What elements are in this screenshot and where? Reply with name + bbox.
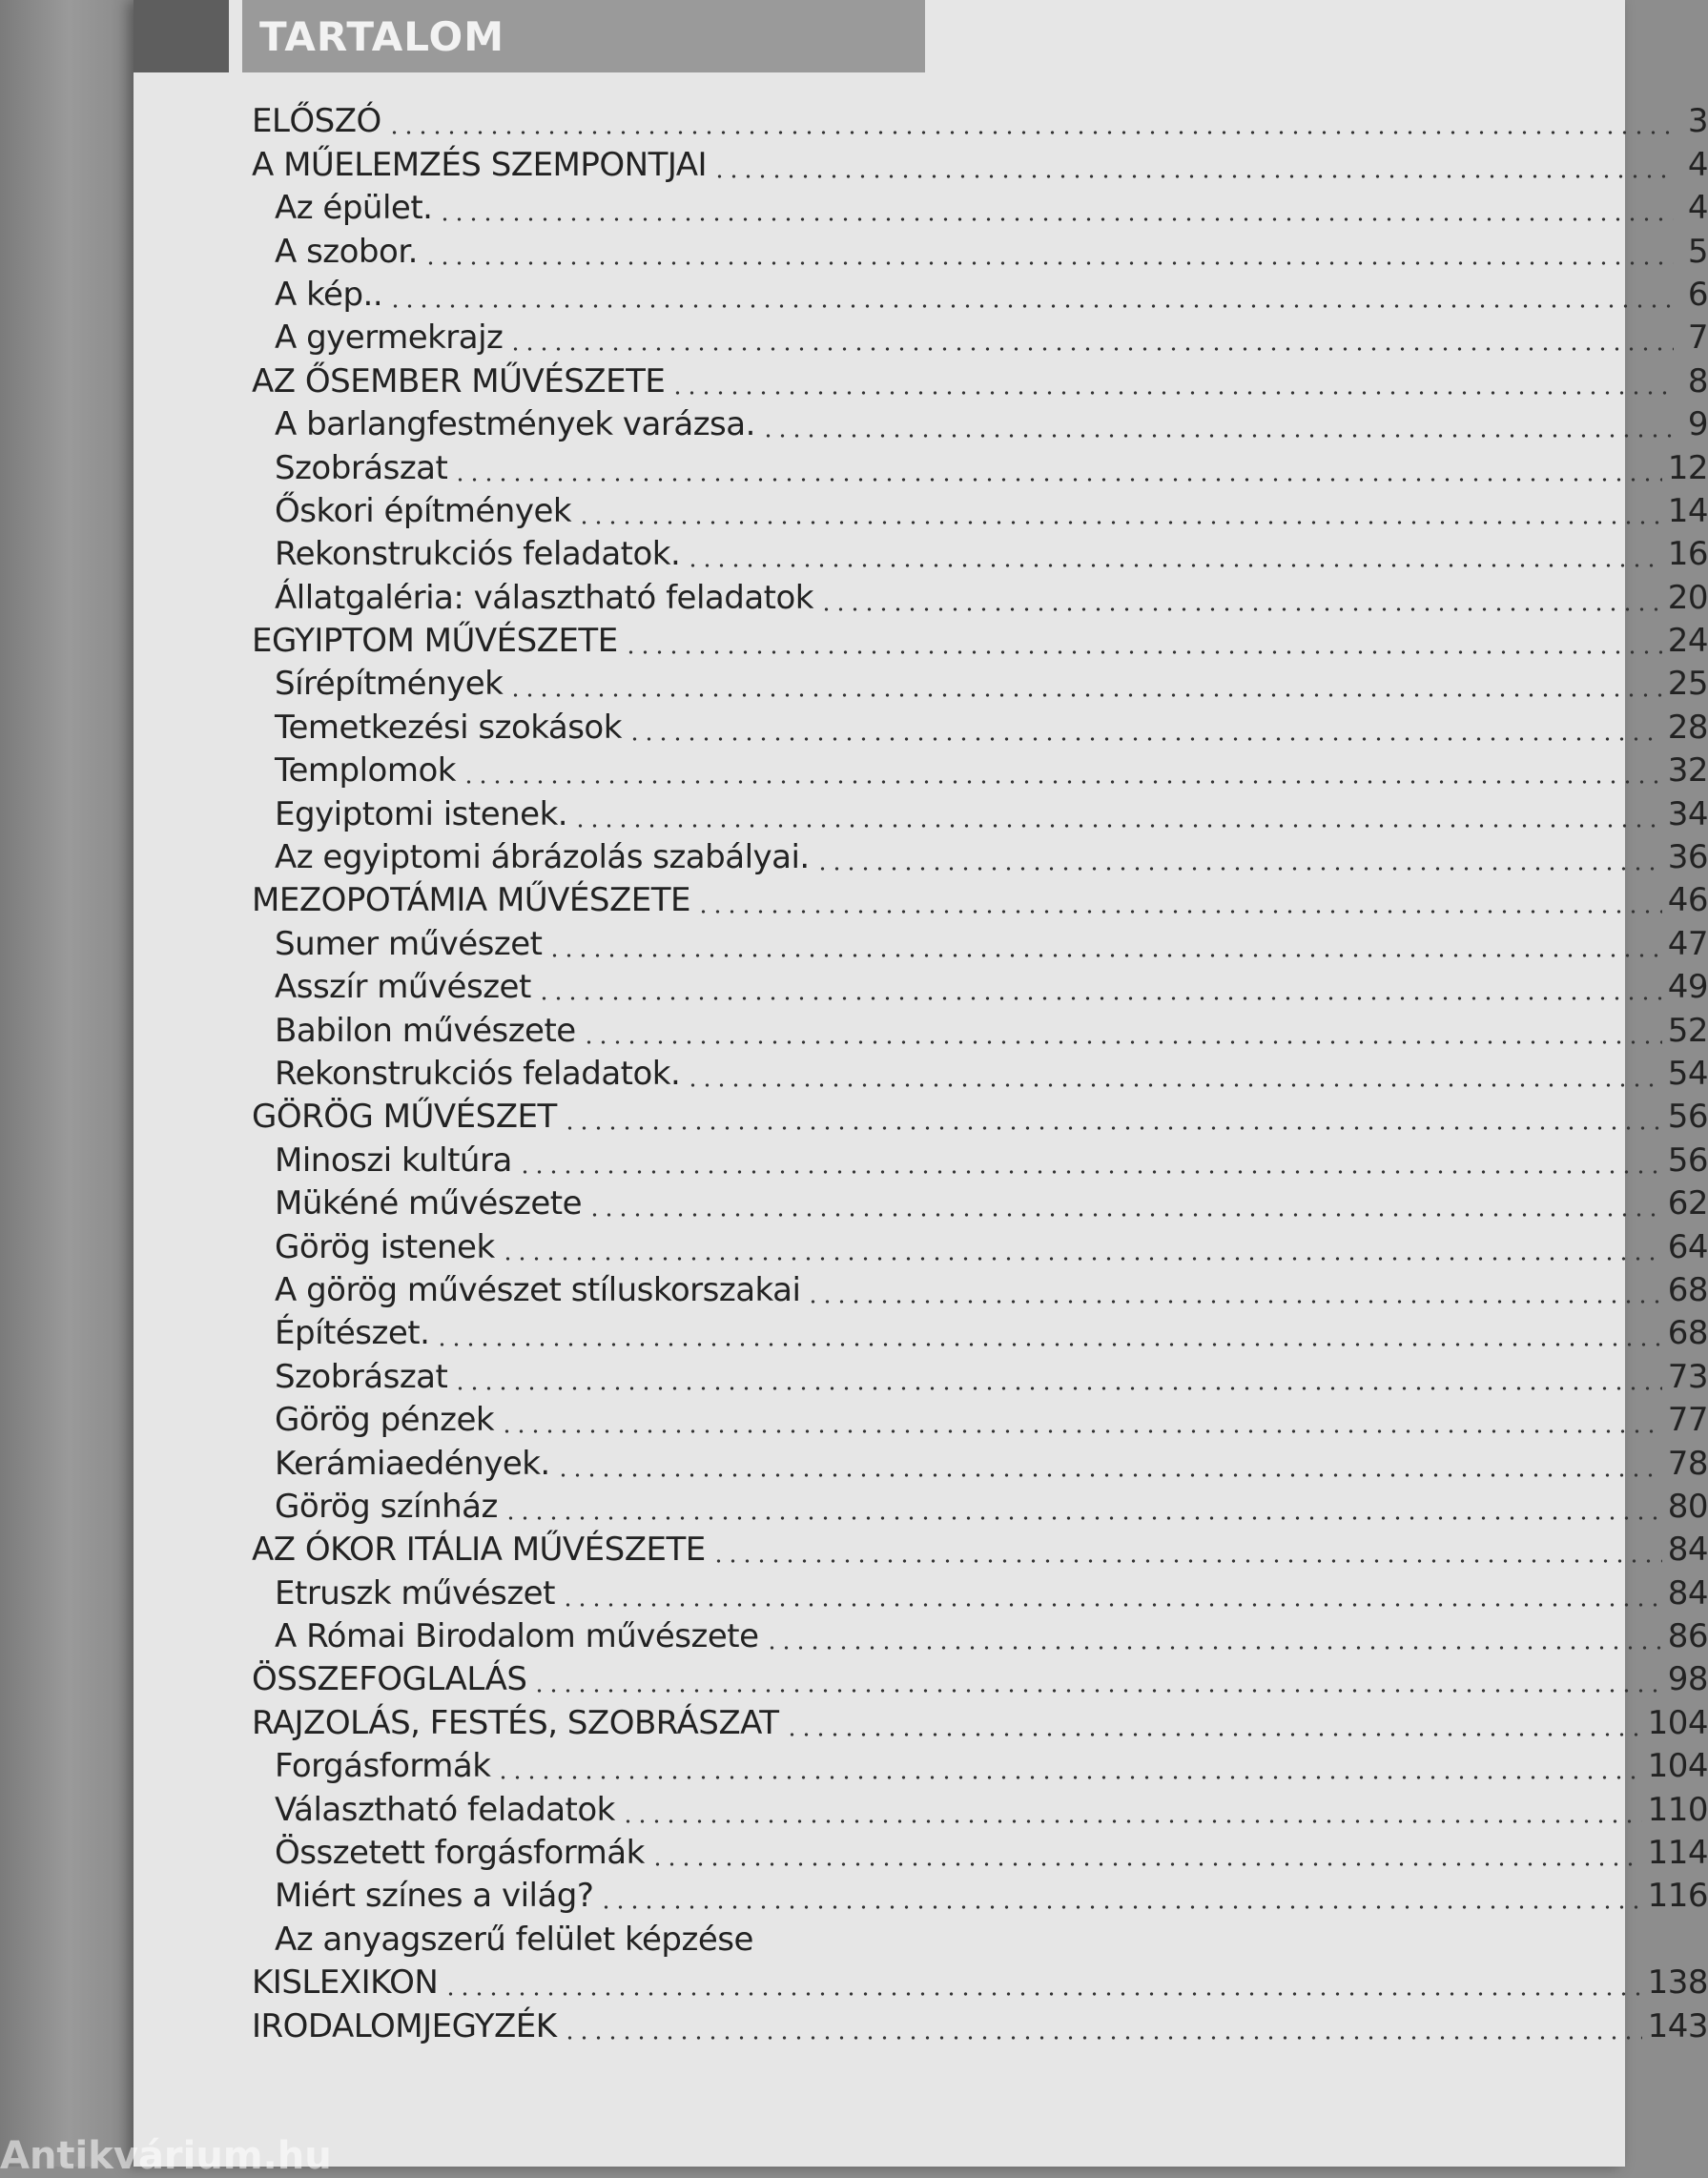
toc-entry-title: A Római Birodalom művészete — [275, 1617, 759, 1656]
toc-entry — [252, 1315, 1708, 1358]
toc-entry — [252, 623, 1708, 666]
toc-entry — [252, 1012, 1708, 1055]
toc-entry-title: Rekonstrukciós feladatok. — [275, 1054, 681, 1093]
toc-entry-page-number: 8 — [1687, 361, 1708, 401]
toc-entry-page-number: 28 — [1667, 708, 1708, 747]
dot-leader — [696, 910, 1662, 914]
toc-entry-page-number: 14 — [1667, 491, 1708, 530]
toc-entry-title: GÖRÖG MŰVÉSZET — [252, 1098, 557, 1137]
toc-entry-page-number: 68 — [1667, 1270, 1708, 1309]
book-page — [134, 0, 1708, 2167]
dot-leader — [532, 1689, 1661, 1693]
toc-entry-title: ELŐSZÓ — [252, 102, 381, 141]
toc-entry-title: Kerámiaedények. — [275, 1444, 550, 1483]
toc-entry-title: RAJZOLÁS, FESTÉS, SZOBRÁSZAT — [252, 1703, 779, 1742]
dot-leader — [686, 564, 1661, 567]
toc-entry-title: Szobrászat — [275, 1357, 448, 1396]
toc-entry — [252, 536, 1708, 579]
dot-leader — [496, 1776, 1641, 1779]
dot-leader — [500, 1429, 1662, 1433]
toc-entry-title: Etruszk művészet — [275, 1573, 555, 1613]
toc-entry-page-number: 32 — [1667, 751, 1708, 791]
toc-entry-page-number: 138 — [1647, 1963, 1708, 2003]
toc-entry-page-number: 12 — [1667, 448, 1708, 487]
toc-entry-title: Templomok — [275, 751, 456, 791]
desk-background — [0, 0, 153, 2167]
toc-entry — [252, 969, 1708, 1012]
toc-entry-title: Egyiptomi istenek. — [275, 794, 568, 833]
toc-entry-page-number: 110 — [1647, 1790, 1708, 1829]
toc-entry-page-number: 24 — [1667, 622, 1708, 661]
toc-entry-page-number: 68 — [1667, 1314, 1708, 1353]
toc-entry — [252, 1704, 1708, 1747]
toc-entry — [252, 1489, 1708, 1531]
toc-entry — [252, 1402, 1708, 1445]
toc-entry-title: AZ ÓKOR ITÁLIA MŰVÉSZETE — [252, 1531, 706, 1570]
toc-entry-title: Görög istenek — [275, 1227, 495, 1266]
toc-entry-title: Sumer művészet — [275, 924, 543, 963]
toc-entry-page-number: 20 — [1667, 578, 1708, 617]
header-separator — [229, 0, 242, 72]
dot-leader — [587, 1213, 1662, 1217]
toc-entry-page-number: 54 — [1667, 1054, 1708, 1093]
toc-entry-title: A görög művészet stíluskorszakai — [275, 1270, 801, 1309]
toc-entry — [252, 1445, 1708, 1488]
toc-entry — [252, 1531, 1708, 1574]
toc-entry-title: MEZOPOTÁMIA MŰVÉSZETE — [252, 881, 691, 920]
toc-entry-page-number: 104 — [1647, 1747, 1708, 1786]
toc-entry — [252, 103, 1708, 146]
toc-entry — [252, 1661, 1708, 1704]
dot-leader — [387, 131, 1674, 134]
table-of-contents — [252, 103, 1708, 2051]
dot-leader — [501, 1257, 1662, 1261]
toc-entry-title: Babilon művészete — [275, 1011, 576, 1050]
toc-entry — [252, 1618, 1708, 1661]
dot-leader — [582, 1040, 1662, 1044]
dot-leader — [453, 1387, 1661, 1390]
toc-entry-page-number: 47 — [1667, 924, 1708, 963]
toc-entry-title: EGYIPTOM MŰVÉSZETE — [252, 622, 618, 661]
dot-leader — [508, 347, 1674, 351]
toc-entry — [252, 1358, 1708, 1401]
toc-entry-page-number: 3 — [1687, 102, 1708, 141]
dot-leader — [624, 650, 1662, 654]
toc-entry — [252, 839, 1708, 882]
toc-entry-page-number: 5 — [1687, 232, 1708, 271]
toc-entry-page-number: 62 — [1667, 1184, 1708, 1223]
toc-entry — [252, 319, 1708, 362]
dot-leader — [806, 1300, 1661, 1304]
dot-leader — [462, 780, 1662, 784]
toc-entry-title: Minoszi kultúra — [275, 1140, 512, 1180]
toc-entry — [252, 1141, 1708, 1184]
dot-leader — [443, 1992, 1641, 1996]
dot-leader — [435, 1343, 1661, 1346]
page-title: TARTALOM — [259, 13, 505, 60]
toc-entry — [252, 579, 1708, 622]
toc-entry-title: Összetett forgásformák — [275, 1834, 645, 1873]
dot-leader — [537, 997, 1662, 1000]
dot-leader — [423, 261, 1674, 265]
watermark: Antikvárium.hu — [0, 2134, 332, 2178]
toc-entry-title: Állatgaléria: választható feladatok — [275, 578, 813, 617]
toc-entry-title: Forgásformák — [275, 1747, 491, 1786]
toc-entry — [252, 752, 1708, 795]
toc-entry-page-number: 84 — [1667, 1531, 1708, 1570]
dot-leader — [712, 175, 1674, 178]
toc-entry-page-number: 34 — [1667, 794, 1708, 833]
dot-leader — [388, 304, 1674, 308]
toc-entry — [252, 1056, 1708, 1099]
toc-entry-page-number: 77 — [1667, 1401, 1708, 1440]
toc-entry-page-number: 86 — [1667, 1617, 1708, 1656]
dot-leader — [547, 954, 1661, 957]
toc-entry-title: Építészet. — [275, 1314, 430, 1353]
toc-entry — [252, 709, 1708, 751]
dot-leader — [599, 1905, 1641, 1909]
toc-entry-page-number: 25 — [1667, 665, 1708, 704]
toc-entry-page-number: 56 — [1667, 1140, 1708, 1180]
toc-entry — [252, 449, 1708, 492]
dot-leader — [556, 1473, 1662, 1477]
toc-entry-title: A gyermekrajz — [275, 318, 504, 358]
toc-entry — [252, 666, 1708, 709]
toc-entry-title: Az épület. — [275, 189, 433, 228]
toc-entry-page-number: 73 — [1667, 1357, 1708, 1396]
toc-entry-page-number: 46 — [1667, 881, 1708, 920]
toc-entry-title: Görög színház — [275, 1487, 498, 1526]
toc-entry-page-number: 114 — [1647, 1834, 1708, 1873]
toc-entry-title: Miért színes a világ? — [275, 1877, 594, 1916]
toc-entry-page-number: 143 — [1647, 2006, 1708, 2045]
toc-entry-page-number: 80 — [1667, 1487, 1708, 1526]
toc-entry — [252, 1272, 1708, 1315]
toc-entry — [252, 882, 1708, 925]
toc-entry-title: Sírépítmények — [275, 665, 504, 704]
toc-entry — [252, 1878, 1708, 1921]
header-dark-block — [134, 0, 229, 72]
dot-leader — [765, 1646, 1662, 1650]
toc-entry-title: Az anyagszerű felület képzése — [275, 1920, 753, 1959]
dot-leader — [819, 607, 1662, 611]
toc-entry — [252, 1835, 1708, 1878]
toc-entry-page-number: 4 — [1687, 145, 1708, 184]
toc-entry-page-number: 4 — [1687, 189, 1708, 228]
toc-entry-title: Választható feladatok — [275, 1790, 615, 1829]
dot-leader — [577, 521, 1662, 524]
header-band — [134, 0, 925, 72]
toc-entry-title: AZ ŐSEMBER MŰVÉSZETE — [252, 361, 666, 401]
toc-entry-page-number: 7 — [1687, 318, 1708, 358]
dot-leader — [563, 1126, 1662, 1130]
dot-leader — [438, 217, 1674, 221]
toc-entry-page-number: 36 — [1667, 838, 1708, 877]
toc-entry-page-number: 6 — [1687, 275, 1708, 314]
toc-entry — [252, 1099, 1708, 1141]
toc-entry-title: Rekonstrukciós feladatok. — [275, 535, 681, 574]
dot-leader — [621, 1819, 1642, 1823]
toc-entry-page-number: 16 — [1667, 535, 1708, 574]
toc-entry-title: A MŰELEMZÉS SZEMPONTJAI — [252, 145, 708, 184]
toc-entry-title: A kép.. — [275, 275, 383, 314]
toc-entry-page-number: 9 — [1687, 405, 1708, 444]
toc-entry-title: A szobor. — [275, 232, 418, 271]
toc-entry — [252, 1964, 1708, 2007]
dot-leader — [711, 1559, 1662, 1563]
toc-entry — [252, 1748, 1708, 1791]
dot-leader — [670, 391, 1674, 395]
toc-entry-page-number: 84 — [1667, 1573, 1708, 1613]
dot-leader — [628, 737, 1662, 741]
toc-entry-title: IRODALOMJEGYZÉK — [252, 2006, 557, 2045]
toc-entry-title: A barlangfestmények varázsa. — [275, 405, 755, 444]
dot-leader — [815, 867, 1662, 871]
toc-entry-page-number: 98 — [1667, 1660, 1708, 1699]
toc-entry-page-number: 64 — [1667, 1227, 1708, 1266]
dot-leader — [518, 1170, 1662, 1174]
dot-leader — [561, 1603, 1662, 1607]
toc-entry — [252, 406, 1708, 449]
toc-entry-title: KISLEXIKON — [252, 1963, 439, 2003]
toc-entry — [252, 1574, 1708, 1617]
toc-entry-title: Asszír művészet — [275, 968, 531, 1007]
toc-entry-title: Az egyiptomi ábrázolás szabályai. — [275, 838, 810, 877]
toc-entry-page-number: 52 — [1667, 1011, 1708, 1050]
toc-entry-title: Őskori építmények — [275, 491, 572, 530]
toc-entry-title: Görög pénzek — [275, 1401, 495, 1440]
dot-leader — [563, 2036, 1642, 2040]
toc-entry — [252, 925, 1708, 968]
dot-leader — [573, 824, 1662, 828]
toc-entry-page-number: 116 — [1647, 1877, 1708, 1916]
toc-entry — [252, 190, 1708, 233]
toc-entry — [252, 493, 1708, 536]
toc-entry — [252, 1921, 1708, 1963]
toc-entry — [252, 2007, 1708, 2050]
dot-leader — [686, 1083, 1661, 1087]
toc-entry-title: Temetkezési szokások — [275, 708, 622, 747]
toc-entry-page-number: 78 — [1667, 1444, 1708, 1483]
toc-entry-title: Szobrászat — [275, 448, 448, 487]
dot-leader — [453, 478, 1661, 482]
toc-entry — [252, 146, 1708, 189]
toc-entry-title: ÖSSZEFOGLALÁS — [252, 1660, 527, 1699]
toc-entry — [252, 1791, 1708, 1834]
toc-entry-page-number: 49 — [1667, 968, 1708, 1007]
toc-entry — [252, 1185, 1708, 1228]
toc-entry — [252, 277, 1708, 319]
toc-entry-page-number: 56 — [1667, 1098, 1708, 1137]
dot-leader — [761, 434, 1674, 438]
toc-entry — [252, 795, 1708, 838]
dot-leader — [504, 1516, 1662, 1520]
toc-entry — [252, 233, 1708, 276]
dot-leader — [508, 693, 1661, 697]
toc-entry-page-number: 104 — [1647, 1703, 1708, 1742]
toc-entry — [252, 1228, 1708, 1271]
toc-entry — [252, 362, 1708, 405]
dot-leader — [785, 1733, 1642, 1736]
toc-entry-title: Mükéné művészete — [275, 1184, 582, 1223]
dot-leader — [650, 1862, 1642, 1866]
